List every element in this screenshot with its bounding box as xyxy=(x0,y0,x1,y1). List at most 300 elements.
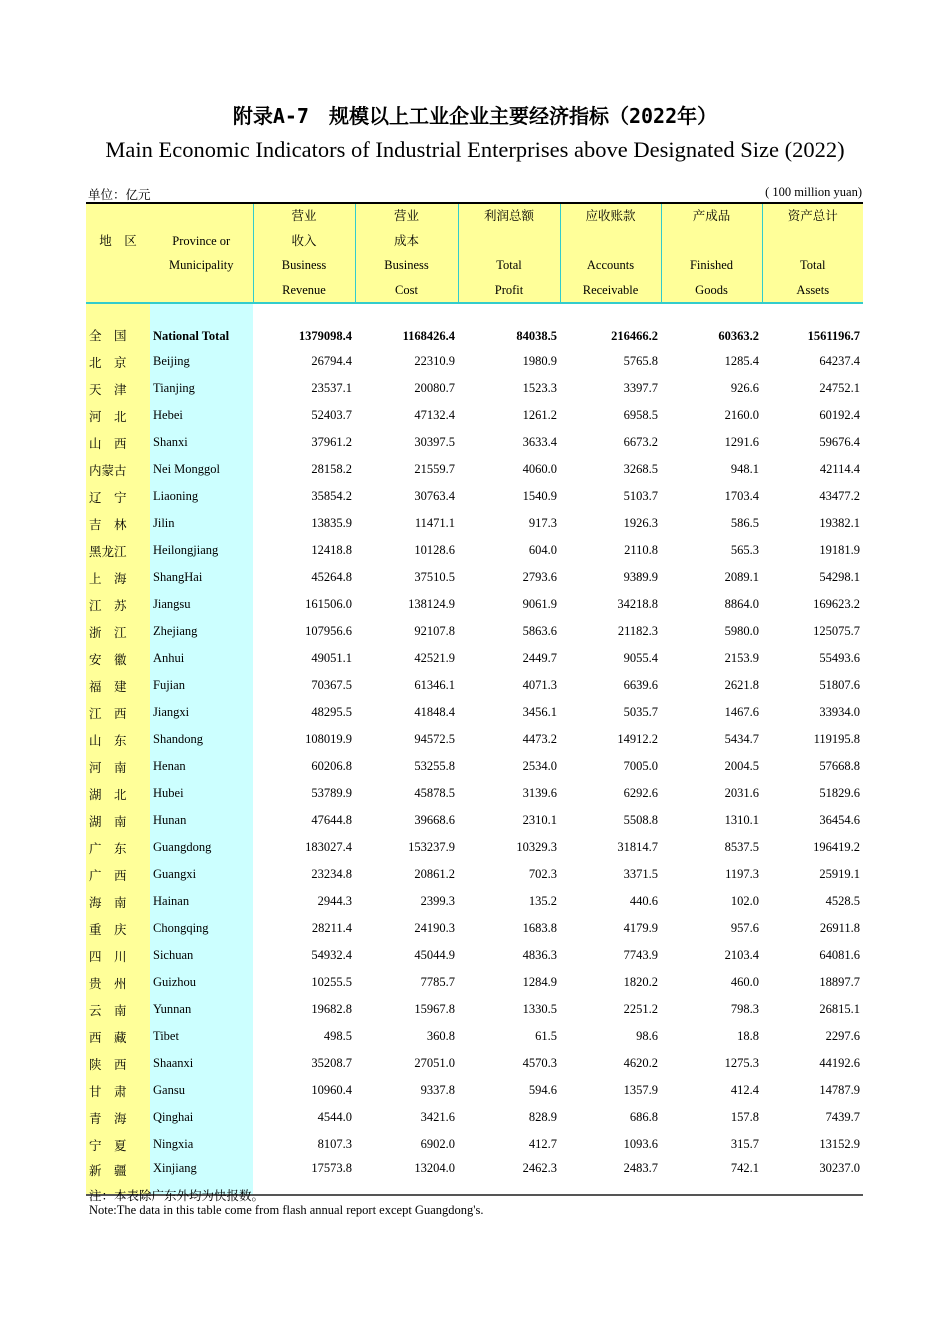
finished-goods-cell: 8864.0 xyxy=(724,597,759,611)
accounts-receivable-cell: 1357.9 xyxy=(623,1083,658,1097)
business-revenue-cell: 28158.2 xyxy=(311,462,352,476)
business-revenue-cell: 10960.4 xyxy=(311,1083,352,1097)
region-name-cn: 辽 宁 xyxy=(86,483,150,510)
total-profit-cell: 84038.5 xyxy=(516,329,557,343)
header-text: Business xyxy=(281,258,327,272)
region-name-en: Guangdong xyxy=(150,834,253,861)
accounts-receivable-cell: 3397.7 xyxy=(623,381,658,395)
business-revenue-cell: 49051.1 xyxy=(311,651,352,665)
finished-goods-cell: 926.6 xyxy=(730,381,759,395)
business-revenue-cell: 13835.9 xyxy=(311,516,352,530)
total-assets-cell: 55493.6 xyxy=(819,651,860,665)
total-profit-cell: 1523.3 xyxy=(522,381,557,395)
total-assets-cell: 4528.5 xyxy=(825,894,860,908)
total-profit-cell: 1980.9 xyxy=(522,354,557,368)
total-assets-cell: 26815.1 xyxy=(819,1002,860,1016)
table-row xyxy=(86,591,863,618)
region-name-en: Chongqing xyxy=(150,915,253,942)
total-assets-cell: 196419.2 xyxy=(813,840,860,854)
table-row xyxy=(86,510,863,537)
accounts-receivable-cell: 14912.2 xyxy=(617,732,658,746)
region-name-en: Henan xyxy=(150,753,253,780)
header-text: 收入 xyxy=(291,233,317,248)
region-name-en: Liaoning xyxy=(150,483,253,510)
accounts-receivable-cell: 3268.5 xyxy=(623,462,658,476)
region-name-cn: 全 国 xyxy=(86,303,150,348)
region-name-cn: 江 西 xyxy=(86,699,150,726)
accounts-receivable-cell: 2483.7 xyxy=(560,1158,661,1195)
region-name-en: Guizhou xyxy=(150,969,253,996)
business-cost-cell: 22310.9 xyxy=(414,354,455,368)
table-row xyxy=(86,483,863,510)
total-assets-cell: 13152.9 xyxy=(819,1137,860,1151)
total-profit-cell: 604.0 xyxy=(528,543,557,557)
total-assets-cell: 64237.4 xyxy=(819,354,860,368)
header-text: Revenue xyxy=(282,282,326,297)
table-row xyxy=(86,1131,863,1158)
finished-goods-cell: 102.0 xyxy=(730,894,759,908)
region-name-cn: 安 徽 xyxy=(86,645,150,672)
total-profit-cell: 135.2 xyxy=(528,894,557,908)
business-cost-cell: 15967.8 xyxy=(414,1002,455,1016)
business-cost-cell: 30397.5 xyxy=(414,435,455,449)
finished-goods-cell: 1467.6 xyxy=(724,705,759,719)
region-name-en: Nei Monggol xyxy=(150,456,253,483)
header-text: 利润总额 xyxy=(483,209,534,223)
region-name-en: Tibet xyxy=(150,1023,253,1050)
business-cost-cell: 30763.4 xyxy=(414,489,455,503)
total-assets-cell: 119195.8 xyxy=(813,732,860,746)
table-row xyxy=(86,402,863,429)
table-row xyxy=(86,834,863,861)
table-row xyxy=(86,672,863,699)
total-assets-cell: 169623.2 xyxy=(813,597,860,611)
total-assets-cell: 60192.4 xyxy=(819,408,860,422)
business-cost-cell: 9337.8 xyxy=(420,1083,455,1097)
business-cost-cell: 37510.5 xyxy=(414,570,455,584)
finished-goods-cell: 2004.5 xyxy=(724,759,759,773)
total-profit-cell: 2462.3 xyxy=(458,1158,560,1195)
total-profit-cell: 3633.4 xyxy=(522,435,557,449)
region-name-en: Tianjing xyxy=(150,375,253,402)
business-revenue-cell: 4544.0 xyxy=(317,1110,352,1124)
business-cost-cell: 6902.0 xyxy=(420,1137,455,1151)
accounts-receivable-cell: 1820.2 xyxy=(623,975,658,989)
business-revenue-cell: 1379098.4 xyxy=(298,329,352,343)
total-profit-cell: 594.6 xyxy=(528,1083,557,1097)
header-text: Cost xyxy=(395,282,418,297)
header-text: 地 区 xyxy=(99,233,137,248)
business-revenue-cell: 108019.9 xyxy=(305,732,352,746)
header-text: Business xyxy=(384,258,429,272)
region-name-en: Shandong xyxy=(150,726,253,753)
business-cost-cell: 61346.1 xyxy=(414,678,455,692)
total-assets-cell: 30237.0 xyxy=(762,1158,863,1195)
business-cost-cell: 20080.7 xyxy=(414,381,455,395)
business-cost-cell: 2399.3 xyxy=(420,894,455,908)
header-text: 资产总计 xyxy=(787,209,838,223)
region-name-en: Zhejiang xyxy=(150,618,253,645)
business-revenue-cell: 45264.8 xyxy=(311,570,352,584)
accounts-receivable-cell: 7743.9 xyxy=(623,948,658,962)
region-name-en: Beijing xyxy=(150,348,253,375)
accounts-receivable-cell: 21182.3 xyxy=(617,624,658,638)
total-assets-cell: 25919.1 xyxy=(819,867,860,881)
business-cost-cell: 41848.4 xyxy=(414,705,455,719)
total-profit-cell: 3139.6 xyxy=(522,786,557,800)
total-profit-cell: 4060.0 xyxy=(522,462,557,476)
region-name-en: Jiangxi xyxy=(150,699,253,726)
total-assets-cell: 24752.1 xyxy=(819,381,860,395)
business-cost-cell: 1168426.4 xyxy=(402,329,455,343)
header-text xyxy=(763,229,864,254)
business-cost-cell: 20861.2 xyxy=(414,867,455,881)
region-name-en: Guangxi xyxy=(150,861,253,888)
header-text: Profit xyxy=(494,282,524,297)
header-text: 营业 xyxy=(393,209,419,223)
total-profit-cell: 4473.2 xyxy=(522,732,557,746)
total-profit-cell: 2534.0 xyxy=(522,759,557,773)
business-revenue-cell: 52403.7 xyxy=(311,408,352,422)
table-row xyxy=(86,915,863,942)
table-row xyxy=(86,1104,863,1131)
region-name-cn: 宁 夏 xyxy=(86,1131,150,1158)
region-name-en: Shanxi xyxy=(150,429,253,456)
header-accounts-receivable xyxy=(560,203,661,303)
table-row xyxy=(86,375,863,402)
region-name-cn: 黑龙江 xyxy=(86,537,150,564)
finished-goods-cell: 798.3 xyxy=(730,1002,759,1016)
finished-goods-cell: 586.5 xyxy=(730,516,759,530)
table-row xyxy=(86,753,863,780)
business-cost-cell: 138124.9 xyxy=(408,597,455,611)
total-profit-cell: 1261.2 xyxy=(522,408,557,422)
total-profit-cell: 10329.3 xyxy=(516,840,557,854)
total-profit-cell: 3456.1 xyxy=(522,705,557,719)
business-cost-cell: 92107.8 xyxy=(414,624,455,638)
table-row xyxy=(86,969,863,996)
business-cost-cell: 21559.7 xyxy=(414,462,455,476)
total-assets-cell: 19382.1 xyxy=(819,516,860,530)
finished-goods-cell: 957.6 xyxy=(730,921,759,935)
business-revenue-cell: 60206.8 xyxy=(311,759,352,773)
header-text: 营业 xyxy=(291,209,317,223)
table-row xyxy=(86,1050,863,1077)
accounts-receivable-cell: 6292.6 xyxy=(623,786,658,800)
table-row xyxy=(86,564,863,591)
region-name-en: ShangHai xyxy=(150,564,253,591)
table-row xyxy=(86,888,863,915)
region-name-en: Shaanxi xyxy=(150,1050,253,1077)
total-assets-cell: 14787.9 xyxy=(819,1083,860,1097)
region-name-en: Hainan xyxy=(150,888,253,915)
region-name-cn: 广 东 xyxy=(86,834,150,861)
total-assets-cell: 7439.7 xyxy=(825,1110,860,1124)
table-row xyxy=(86,861,863,888)
total-profit-cell: 828.9 xyxy=(528,1110,557,1124)
header-text: Finished xyxy=(689,258,734,272)
finished-goods-cell: 18.8 xyxy=(737,1029,759,1043)
total-assets-cell: 43477.2 xyxy=(819,489,860,503)
total-assets-cell: 26911.8 xyxy=(819,921,860,935)
finished-goods-cell: 2153.9 xyxy=(724,651,759,665)
header-business-cost xyxy=(355,203,458,303)
business-revenue-cell: 183027.4 xyxy=(305,840,352,854)
region-name-en: Hubei xyxy=(150,780,253,807)
header-text xyxy=(561,229,661,254)
total-profit-cell: 4570.3 xyxy=(522,1056,557,1070)
total-assets-cell: 51829.6 xyxy=(819,786,860,800)
accounts-receivable-cell: 9055.4 xyxy=(623,651,658,665)
region-name-cn: 云 南 xyxy=(86,996,150,1023)
note-english: Note:The data in this table come from flash annual report except Guangdong's. xyxy=(89,1203,484,1217)
table-row xyxy=(86,537,863,564)
region-name-cn: 新 疆 xyxy=(86,1158,150,1195)
accounts-receivable-cell: 2110.8 xyxy=(624,543,658,557)
note-chinese: 注：本表除广东外均为快报数。 xyxy=(89,1189,265,1203)
finished-goods-cell: 2031.6 xyxy=(724,786,759,800)
finished-goods-cell: 1275.3 xyxy=(724,1056,759,1070)
total-assets-cell: 59676.4 xyxy=(819,435,860,449)
accounts-receivable-cell: 686.8 xyxy=(629,1110,658,1124)
region-name-cn: 江 苏 xyxy=(86,591,150,618)
finished-goods-cell: 742.1 xyxy=(661,1158,762,1195)
region-name-cn: 天 津 xyxy=(86,375,150,402)
header-business-revenue xyxy=(253,203,355,303)
region-name-cn: 海 南 xyxy=(86,888,150,915)
region-name-cn: 西 藏 xyxy=(86,1023,150,1050)
finished-goods-cell: 2103.4 xyxy=(724,948,759,962)
unit-label-english: ( 100 million yuan) xyxy=(765,185,862,199)
business-cost-cell: 11471.1 xyxy=(414,516,455,530)
total-profit-cell: 61.5 xyxy=(535,1029,557,1043)
business-revenue-cell: 54932.4 xyxy=(311,948,352,962)
accounts-receivable-cell: 4620.2 xyxy=(623,1056,658,1070)
business-revenue-cell: 23537.1 xyxy=(311,381,352,395)
table-row xyxy=(86,807,863,834)
header-text: Total xyxy=(496,258,522,272)
business-revenue-cell: 10255.5 xyxy=(311,975,352,989)
finished-goods-cell: 1310.1 xyxy=(724,813,759,827)
total-profit-cell: 5863.6 xyxy=(522,624,557,638)
finished-goods-cell: 315.7 xyxy=(730,1137,759,1151)
business-cost-cell: 45044.9 xyxy=(414,948,455,962)
business-revenue-cell: 35854.2 xyxy=(311,489,352,503)
region-name-cn: 吉 林 xyxy=(86,510,150,537)
total-assets-cell: 18897.7 xyxy=(819,975,860,989)
finished-goods-cell: 948.1 xyxy=(730,462,759,476)
total-assets-cell: 19181.9 xyxy=(819,543,860,557)
header-text xyxy=(662,229,762,254)
region-name-cn: 浙 江 xyxy=(86,618,150,645)
finished-goods-cell: 1703.4 xyxy=(724,489,759,503)
region-name-cn: 青 海 xyxy=(86,1104,150,1131)
region-name-cn: 上 海 xyxy=(86,564,150,591)
total-profit-cell: 2793.6 xyxy=(522,570,557,584)
total-assets-cell: 54298.1 xyxy=(819,570,860,584)
business-revenue-cell: 35208.7 xyxy=(311,1056,352,1070)
business-revenue-cell: 23234.8 xyxy=(311,867,352,881)
business-revenue-cell: 8107.3 xyxy=(317,1137,352,1151)
business-revenue-cell: 47644.8 xyxy=(311,813,352,827)
region-name-cn: 贵 州 xyxy=(86,969,150,996)
header-text: 成本 xyxy=(393,233,419,248)
finished-goods-cell: 2621.8 xyxy=(724,678,759,692)
table-row xyxy=(86,429,863,456)
accounts-receivable-cell: 5765.8 xyxy=(623,354,658,368)
finished-goods-cell: 2089.1 xyxy=(724,570,759,584)
region-name-cn: 重 庆 xyxy=(86,915,150,942)
header-text: Assets xyxy=(796,282,830,297)
total-assets-cell: 36454.6 xyxy=(819,813,860,827)
business-cost-cell: 153237.9 xyxy=(408,840,455,854)
accounts-receivable-cell: 216466.2 xyxy=(611,329,658,343)
total-assets-cell: 2297.6 xyxy=(825,1029,860,1043)
header-total-assets xyxy=(762,203,863,303)
region-name-en: Jilin xyxy=(150,510,253,537)
accounts-receivable-cell: 3371.5 xyxy=(623,867,658,881)
business-cost-cell: 24190.3 xyxy=(414,921,455,935)
accounts-receivable-cell: 98.6 xyxy=(636,1029,658,1043)
region-name-en: Anhui xyxy=(150,645,253,672)
total-profit-cell: 4836.3 xyxy=(522,948,557,962)
business-cost-cell: 47132.4 xyxy=(414,408,455,422)
table-row-national-total xyxy=(86,303,863,348)
title-english: Main Economic Indicators of Industrial Enterprises above Designated Size (2022) xyxy=(105,137,845,162)
region-name-en: Hunan xyxy=(150,807,253,834)
accounts-receivable-cell: 7005.0 xyxy=(623,759,658,773)
header-text: 应收账款 xyxy=(585,209,636,223)
header-text: Receivable xyxy=(582,282,639,297)
table-row xyxy=(86,456,863,483)
business-cost-cell: 94572.5 xyxy=(414,732,455,746)
business-cost-cell: 10128.6 xyxy=(414,543,455,557)
finished-goods-cell: 2160.0 xyxy=(724,408,759,422)
total-assets-cell: 64081.6 xyxy=(819,948,860,962)
business-cost-cell: 360.8 xyxy=(426,1029,455,1043)
total-profit-cell: 4071.3 xyxy=(522,678,557,692)
region-name-cn: 福 建 xyxy=(86,672,150,699)
business-cost-cell: 42521.9 xyxy=(414,651,455,665)
total-profit-cell: 2310.1 xyxy=(522,813,557,827)
accounts-receivable-cell: 6673.2 xyxy=(623,435,658,449)
accounts-receivable-cell: 5035.7 xyxy=(623,705,658,719)
total-profit-cell: 9061.9 xyxy=(522,597,557,611)
total-profit-cell: 917.3 xyxy=(528,516,557,530)
finished-goods-cell: 60363.2 xyxy=(718,329,759,343)
business-cost-cell: 13204.0 xyxy=(355,1158,458,1195)
business-revenue-cell: 107956.6 xyxy=(305,624,352,638)
business-cost-cell: 39668.6 xyxy=(414,813,455,827)
business-cost-cell: 27051.0 xyxy=(414,1056,455,1070)
region-name-cn: 内蒙古 xyxy=(86,456,150,483)
title-chinese: 附录A-7 规模以上工业企业主要经济指标（2022年） xyxy=(232,104,718,128)
region-name-cn: 河 北 xyxy=(86,402,150,429)
accounts-receivable-cell: 440.6 xyxy=(629,894,658,908)
region-name-cn: 广 西 xyxy=(86,861,150,888)
region-name-en: Gansu xyxy=(150,1077,253,1104)
business-revenue-cell: 70367.5 xyxy=(311,678,352,692)
header-text: 产成品 xyxy=(692,209,731,223)
header-text: Goods xyxy=(695,282,728,297)
finished-goods-cell: 565.3 xyxy=(730,543,759,557)
table-row xyxy=(86,780,863,807)
table-row xyxy=(86,996,863,1023)
table-body xyxy=(86,303,863,1195)
finished-goods-cell: 157.8 xyxy=(730,1110,759,1124)
total-profit-cell: 1683.8 xyxy=(522,921,557,935)
table-header-row xyxy=(86,203,863,303)
table-row xyxy=(86,1077,863,1104)
accounts-receivable-cell: 5508.8 xyxy=(623,813,658,827)
region-name-en: Heilongjiang xyxy=(150,537,253,564)
table-row xyxy=(86,348,863,375)
region-name-en: Ningxia xyxy=(150,1131,253,1158)
business-revenue-cell: 2944.3 xyxy=(317,894,352,908)
total-profit-cell: 412.7 xyxy=(528,1137,557,1151)
accounts-receivable-cell: 34218.8 xyxy=(617,597,658,611)
region-name-en: Xinjiang xyxy=(150,1158,253,1195)
total-assets-cell: 33934.0 xyxy=(819,705,860,719)
header-text xyxy=(459,229,560,254)
header-text: Total xyxy=(799,258,826,272)
header-text: Province or xyxy=(172,233,231,248)
accounts-receivable-cell: 9389.9 xyxy=(623,570,658,584)
header-text: Accounts xyxy=(586,258,635,272)
finished-goods-cell: 412.4 xyxy=(730,1083,759,1097)
region-name-cn: 山 西 xyxy=(86,429,150,456)
accounts-receivable-cell: 31814.7 xyxy=(617,840,658,854)
total-profit-cell: 2449.7 xyxy=(522,651,557,665)
business-revenue-cell: 28211.4 xyxy=(311,921,352,935)
region-name-cn: 山 东 xyxy=(86,726,150,753)
finished-goods-cell: 1197.3 xyxy=(725,867,759,881)
region-name-en: Jiangsu xyxy=(150,591,253,618)
total-assets-cell: 44192.6 xyxy=(819,1056,860,1070)
business-revenue-cell: 48295.5 xyxy=(311,705,352,719)
table-row xyxy=(86,618,863,645)
business-revenue-cell: 17573.8 xyxy=(253,1158,355,1195)
total-profit-cell: 702.3 xyxy=(528,867,557,881)
region-name-en: Fujian xyxy=(150,672,253,699)
accounts-receivable-cell: 6958.5 xyxy=(623,408,658,422)
business-cost-cell: 45878.5 xyxy=(414,786,455,800)
business-revenue-cell: 37961.2 xyxy=(311,435,352,449)
accounts-receivable-cell: 6639.6 xyxy=(623,678,658,692)
region-name-en: Sichuan xyxy=(150,942,253,969)
business-revenue-cell: 19682.8 xyxy=(311,1002,352,1016)
region-name-en: National Total xyxy=(150,303,253,348)
accounts-receivable-cell: 1093.6 xyxy=(623,1137,658,1151)
region-name-cn: 北 京 xyxy=(86,348,150,375)
total-assets-cell: 57668.8 xyxy=(819,759,860,773)
header-finished-goods xyxy=(661,203,762,303)
header-region-cn xyxy=(86,203,150,303)
total-profit-cell: 1284.9 xyxy=(522,975,557,989)
total-assets-cell: 42114.4 xyxy=(819,462,860,476)
unit-label-chinese: 单位：亿元 xyxy=(88,188,151,202)
table-row xyxy=(86,726,863,753)
finished-goods-cell: 460.0 xyxy=(730,975,759,989)
table-row xyxy=(86,942,863,969)
total-profit-cell: 1330.5 xyxy=(522,1002,557,1016)
region-name-cn: 河 南 xyxy=(86,753,150,780)
region-name-en: Yunnan xyxy=(150,996,253,1023)
business-cost-cell: 7785.7 xyxy=(420,975,455,989)
accounts-receivable-cell: 4179.9 xyxy=(623,921,658,935)
business-revenue-cell: 53789.9 xyxy=(311,786,352,800)
finished-goods-cell: 8537.5 xyxy=(724,840,759,854)
